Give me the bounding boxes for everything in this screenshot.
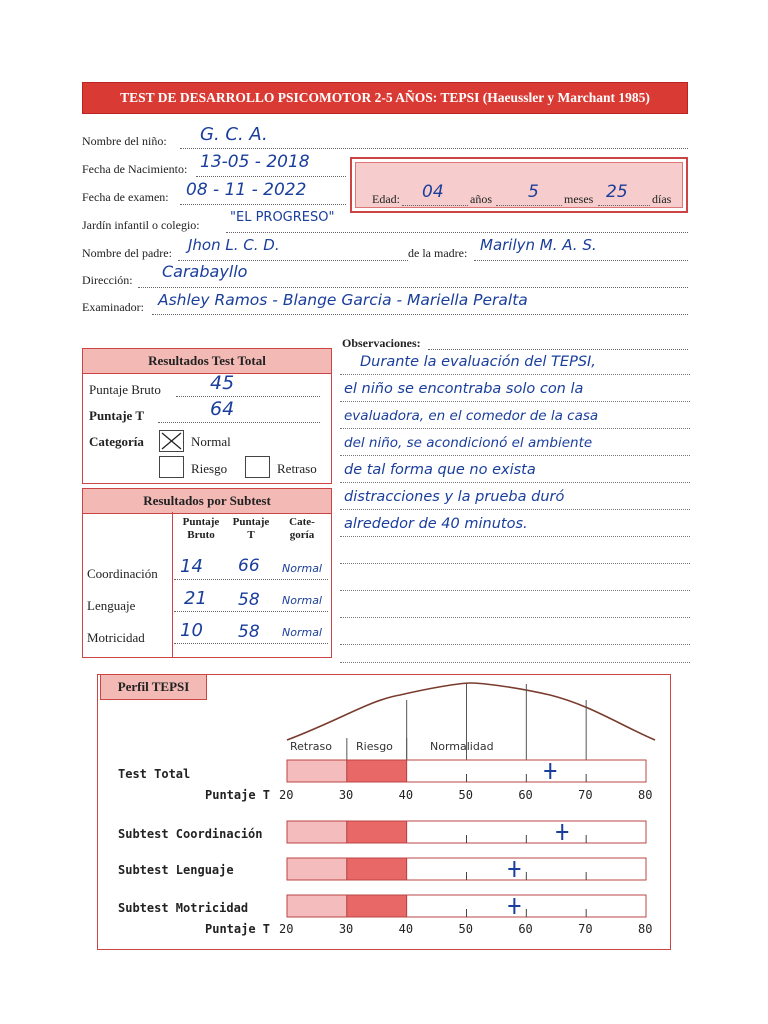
subtest-row-name: Motricidad [87, 630, 145, 645]
fecha-nacimiento-value[interactable]: 13-05 - 2018 [200, 152, 310, 172]
subtest-row-name: Lenguaje [87, 598, 136, 613]
perfil-scale-tick: 60 [518, 788, 533, 802]
perfil-row-label: Test Total [118, 767, 191, 781]
observaciones-text-line: del niño, se acondicionó el ambiente [344, 435, 593, 451]
perfil-bar-riesgo [347, 821, 407, 843]
observaciones-text-line: alrededor de 40 minutos. [344, 516, 528, 532]
observaciones-text-line: de tal forma que no exista [344, 462, 536, 478]
perfil-scale-tick: 30 [338, 788, 354, 802]
perfil-scale-tick: 20 [279, 788, 294, 802]
perfil-title: Perfil TEPSI [100, 674, 207, 700]
perfil-scale-tick: 50 [458, 922, 473, 936]
padre-label: Nombre del padre: [82, 246, 172, 260]
dias-label: días [652, 192, 672, 206]
subtest-row-bruto[interactable]: 14 [180, 556, 203, 577]
resultados-subtest-title: Resultados por Subtest [83, 489, 331, 514]
subtest-row-t[interactable]: 58 [238, 590, 260, 610]
bell-curve [287, 683, 655, 740]
subtest-row-bruto[interactable]: 10 [180, 620, 203, 641]
perfil-scale-tick: 70 [578, 788, 593, 802]
subtest-row-cat[interactable]: Normal [282, 626, 322, 639]
perfil-row-label: Subtest Coordinación [118, 827, 263, 841]
perfil-row-label: Subtest Motricidad [118, 901, 249, 915]
puntaje-t-label: Puntaje T [89, 408, 145, 423]
perfil-bar-riesgo [347, 760, 407, 782]
perfil-scale-tick: 60 [518, 922, 533, 936]
edad-dias-value[interactable]: 25 [606, 182, 628, 202]
perfil-bar-riesgo [347, 858, 407, 880]
subtest-row-cat[interactable]: Normal [282, 594, 322, 607]
riesgo-label: Riesgo [191, 461, 228, 476]
examinador-label: Examinador: [82, 300, 144, 314]
subtest-row-t[interactable]: 66 [238, 556, 260, 576]
perfil-scale-tick: 40 [398, 788, 414, 802]
perfil-bar-retraso [287, 821, 347, 843]
perfil-row-label: Subtest Lenguaje [118, 863, 234, 877]
direccion-label: Dirección: [82, 273, 133, 287]
subtest-row-cat[interactable]: Normal [282, 562, 322, 575]
fecha-examen-label: Fecha de examen: [82, 190, 169, 204]
jardin-label: Jardín infantil o colegio: [82, 218, 200, 232]
perfil-scale-tick: 40 [398, 922, 414, 936]
examinador-value[interactable]: Ashley Ramos - Blange Garcia - Mariella Peralta [158, 291, 528, 309]
perfil-scale-tick: 80 [638, 922, 653, 936]
perfil-scale-tick: 80 [638, 788, 653, 802]
edad-anios-value[interactable]: 04 [422, 182, 444, 202]
edad-meses-value[interactable]: 5 [528, 182, 539, 202]
perfil-bar-retraso [287, 760, 347, 782]
nombre-nino-label: Nombre del niño: [82, 134, 167, 148]
perfil-bar-retraso [287, 895, 347, 917]
form-title: TEST DE DESARROLLO PSICOMOTOR 2-5 AÑOS: TEPSI (Haeussler y Marchant 1985) [82, 82, 688, 114]
subtest-row-bruto[interactable]: 21 [184, 588, 207, 609]
perfil-bar-riesgo [347, 895, 407, 917]
col-puntaje-t: Puntaje T [232, 516, 270, 541]
meses-label: meses [564, 192, 594, 206]
jardin-value[interactable]: "EL PROGRESO" [230, 210, 335, 225]
puntaje-t-axis-label: Puntaje T [205, 922, 271, 936]
nombre-nino-value[interactable]: G. C. A. [200, 124, 268, 145]
zone-riesgo-label: Riesgo [356, 740, 393, 753]
subtest-row-t[interactable]: 58 [238, 622, 260, 642]
puntaje-bruto-value[interactable]: 45 [210, 372, 235, 394]
padre-value[interactable]: Jhon L. C. D. [188, 236, 280, 254]
puntaje-t-axis-label: Puntaje T [205, 788, 271, 802]
madre-label: de la madre: [408, 246, 468, 260]
puntaje-t-value[interactable]: 64 [210, 398, 235, 420]
perfil-scale-tick: 30 [338, 922, 354, 936]
col-categoria: Cate- goría [289, 516, 315, 541]
col-puntaje-bruto: Puntaje Bruto [182, 516, 220, 541]
categoria-label: Categoría [89, 434, 144, 449]
perfil-scale-tick: 70 [578, 922, 593, 936]
observaciones-label: Observaciones: [342, 336, 421, 350]
observaciones-text-line: distracciones y la prueba duró [344, 489, 565, 505]
perfil-scale-tick: 20 [279, 922, 294, 936]
direccion-value[interactable]: Carabayllo [162, 262, 248, 281]
edad-label: Edad: [372, 192, 400, 206]
fecha-examen-value[interactable]: 08 - 11 - 2022 [186, 180, 307, 200]
fecha-nacimiento-label: Fecha de Nacimiento: [82, 162, 188, 176]
madre-value[interactable]: Marilyn M. A. S. [480, 236, 597, 254]
perfil-scale-tick: 50 [458, 788, 473, 802]
resultados-total-title: Resultados Test Total [83, 349, 331, 374]
puntaje-bruto-label: Puntaje Bruto [89, 382, 161, 397]
subtest-row-name: Coordinación [87, 566, 158, 581]
observaciones-text-line: evaluadora, en el comedor de la casa [344, 408, 599, 424]
anios-label: años [470, 192, 492, 206]
perfil-bar-retraso [287, 858, 347, 880]
zone-normal-label: Normalidad [430, 740, 494, 753]
retraso-label: Retraso [277, 461, 317, 476]
observaciones-text-line: Durante la evaluación del TEPSI, [360, 354, 596, 370]
normal-label: Normal [191, 434, 231, 449]
observaciones-text-line: el niño se encontraba solo con la [344, 381, 584, 397]
zone-retraso-label: Retraso [290, 740, 332, 753]
